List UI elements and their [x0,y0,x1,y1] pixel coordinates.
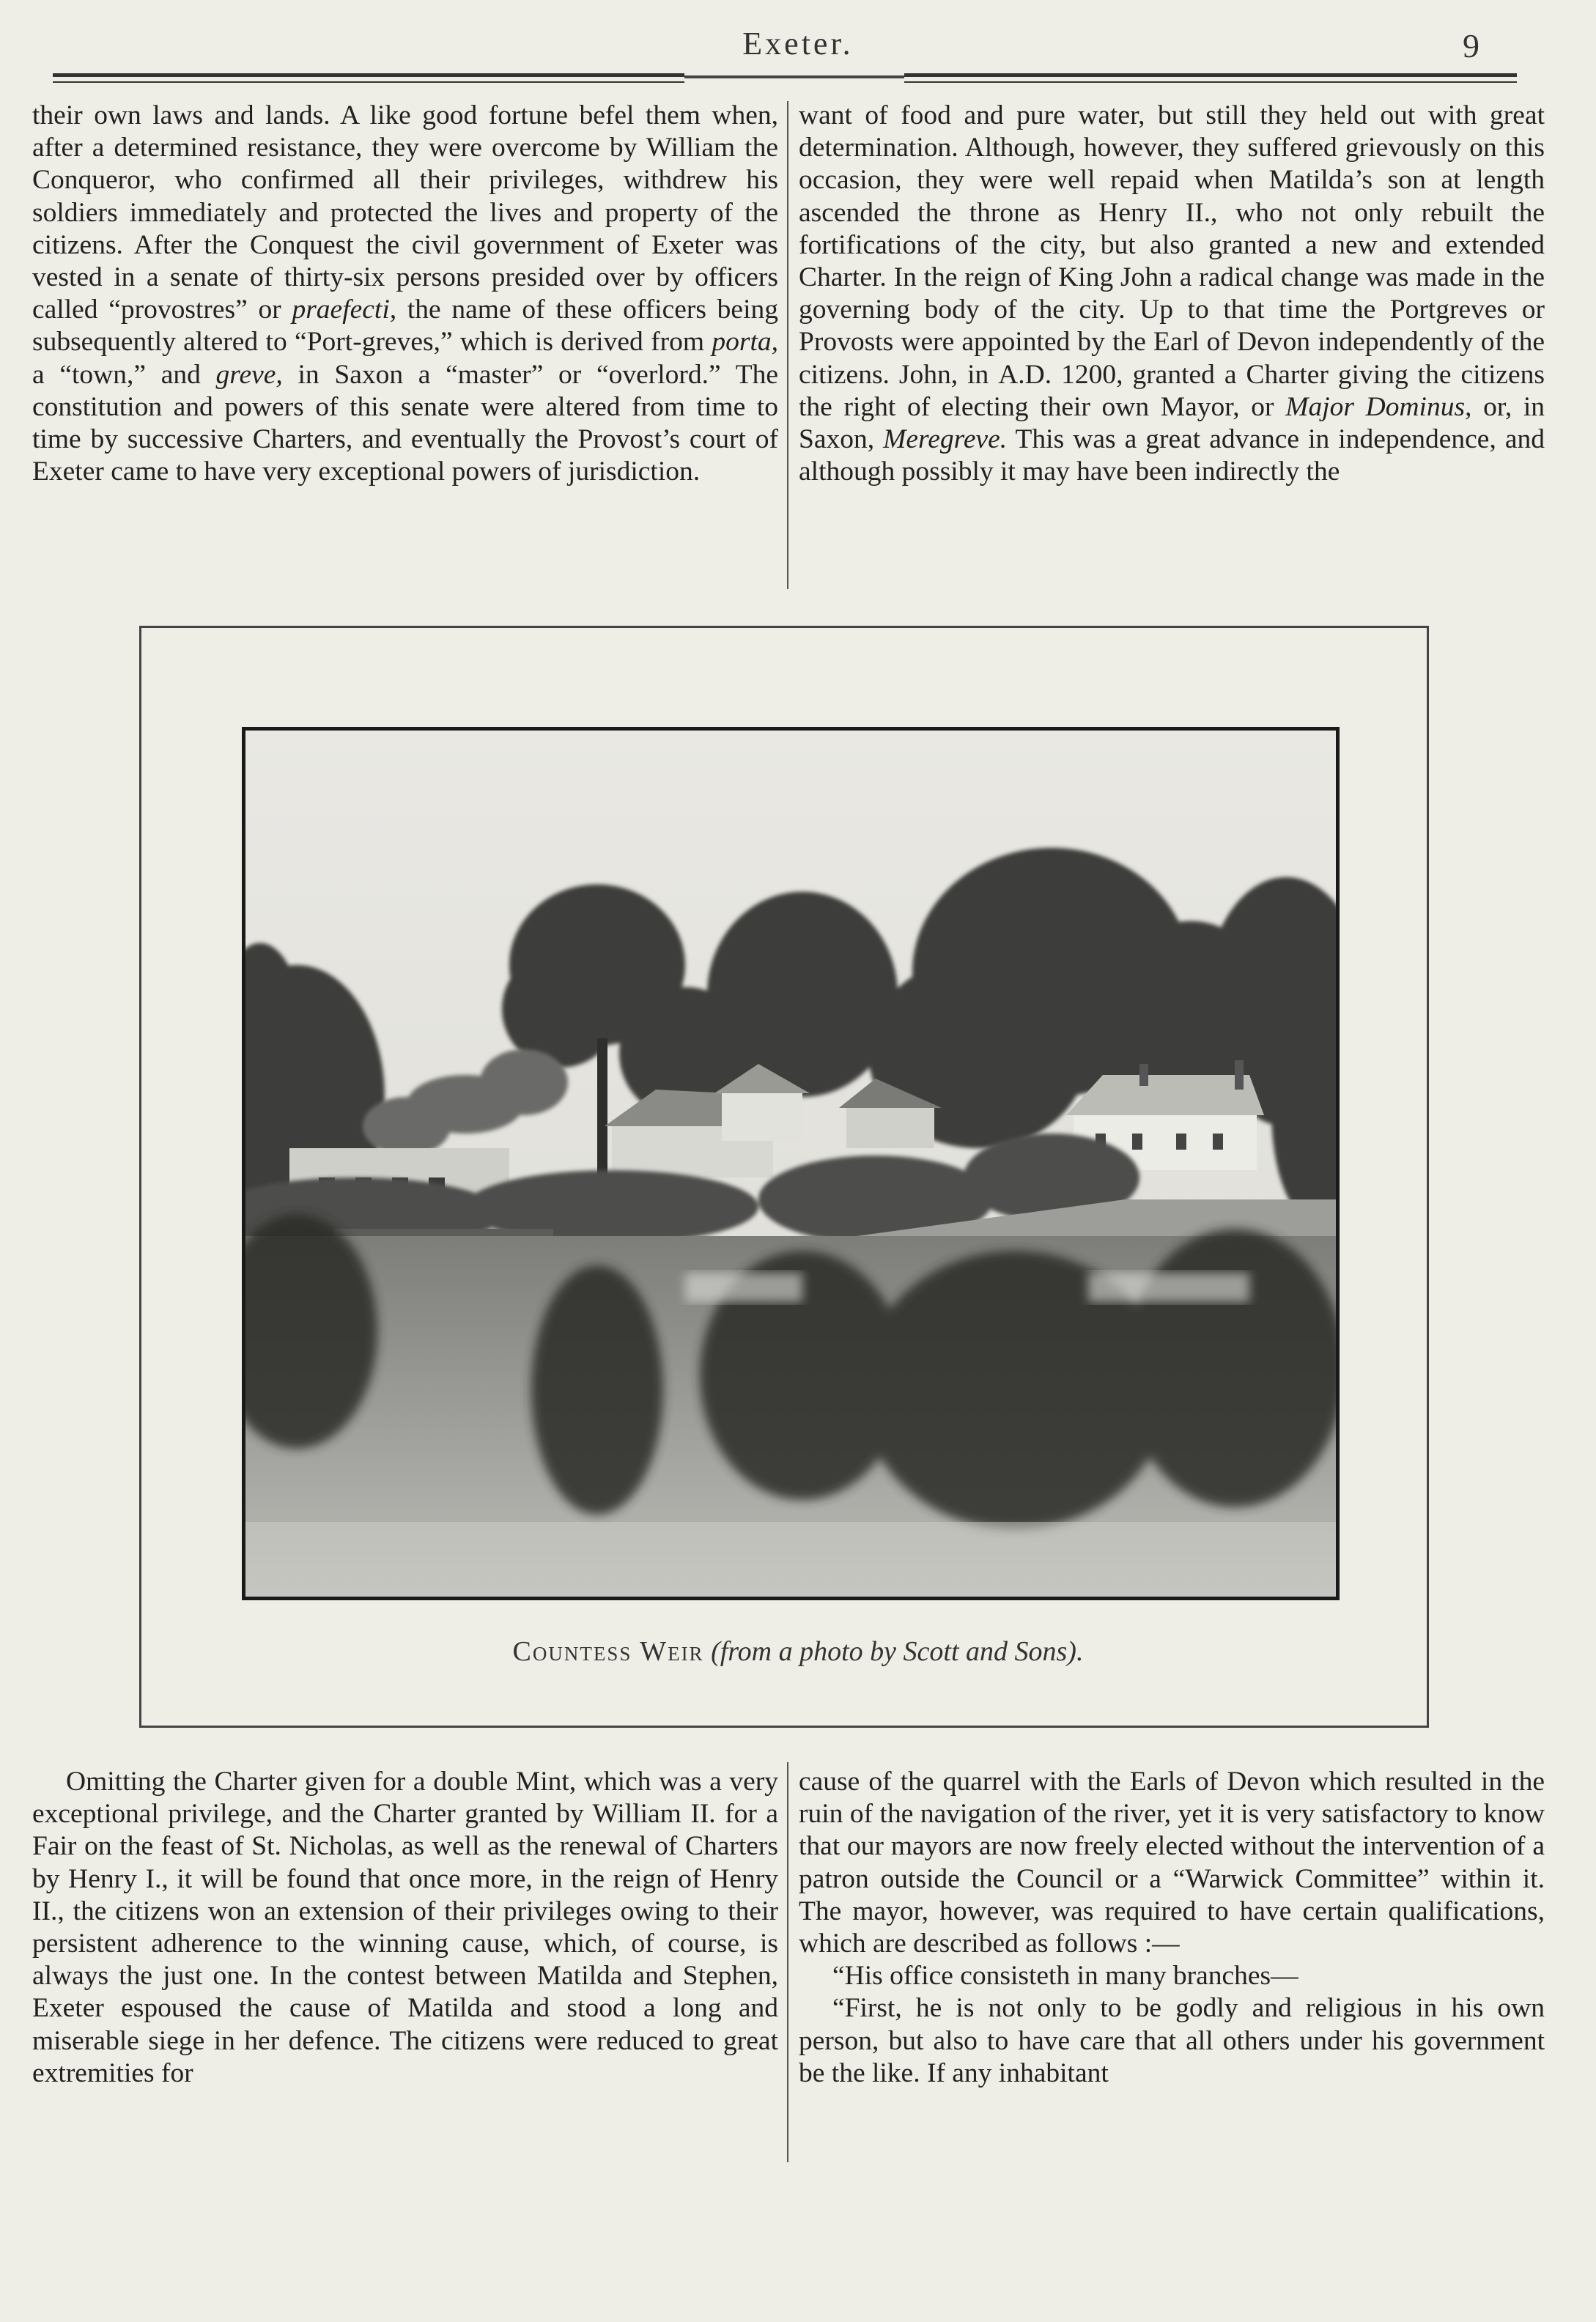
bottom-right-paragraph-3: “First, he is not only to be godly and religious in his own person, but also to have care that all others under his government be the like. If any inhabitant [799,1993,1545,2088]
figure-caption [0,1635,1596,1668]
top-left-column [32,100,778,488]
page-number: 9 [1463,27,1479,64]
top-left-paragraph: their own laws and lands. A like good fortune befel them when, after a determined resistance, they were overcome by William the Conqueror, who confirmed all their privileges, withdrew his soldiers immediately and protected the lives and property of the citizens. After the Conquest the civil government of Exeter was vested in a senate of thirty-six persons presided over by officers called “provostres” or praefecti, the name of these officers being subsequently altered to “Port-greves,” which is derived from porta, a “town,” and greve, in Saxon a “master” or “overlord.” The constitution and powers of this senate were altered from time to time by successive Charters, and eventually the Provost’s court of Exeter came to have very exceptional powers of jurisdiction. [32,100,779,487]
caption-title: Countess Weir [512,1636,704,1667]
top-right-paragraph: want of food and pure water, but still they held out with great determination. Although, however, they suffered grievously on this occasion, they were well repaid when Matilda’s son at length ascended the throne as Henry II., who not only rebuilt the fortifications of the city, but also granted a new and extended Charter. In the reign of King John a radical change was made in the governing body of the city. Up to that time the Portgreves or Provosts were appointed by the Earl of Devon independently of the citizens. John, in A.D. 1200, granted a Charter giving the citizens the right of electing their own Mayor, or Major Dominus, or, in Saxon, Meregreve. This was a great advance in independence, and although possibly it may have been indirectly the [799,100,1545,487]
photo-illustration [245,731,1336,1597]
running-header: Exeter. [742,26,854,62]
top-right-column [799,100,1545,488]
caption-credit: (from a photo by Scott and Sons). [711,1636,1084,1667]
bottom-left-paragraph: Omitting the Charter given for a double Mint, which was a very exceptional privilege, and the Charter granted by William II. for a Fair on the feast of St. Nicholas, as well as the renewal of Charters by Henry I., it will be found that once more, in the reign of Henry II., the citizens won an extension of their privileges owing to their persistent adherence to the winning cause, which, of course, is always the just one. In the contest between Matilda and Stephen, Exeter espoused the cause of Matilda and stood a long and miserable siege in her defence. The citizens were reduced to great extremities for [32,1767,778,2088]
column-divider-top [787,101,788,589]
bottom-right-paragraph-2: “His office consisteth in many branches— [832,1961,1298,1992]
bottom-right-paragraph-1: cause of the quarrel with the Earls of Devon which resulted in the ruin of the navigation of the river, yet it is very satisfactory to know that our mayors are now freely elected without the intervention of a patron outside the Council or a “Warwick Committee” within it. The mayor, however, was required to have certain qualifications, which are described as follows :— [799,1767,1545,1959]
bottom-left-column [32,1766,778,2090]
column-divider-bottom [787,1762,788,2162]
header-rule-ornament [684,70,904,85]
bottom-right-column [799,1766,1545,2090]
countess-weir-photo [242,727,1340,1600]
